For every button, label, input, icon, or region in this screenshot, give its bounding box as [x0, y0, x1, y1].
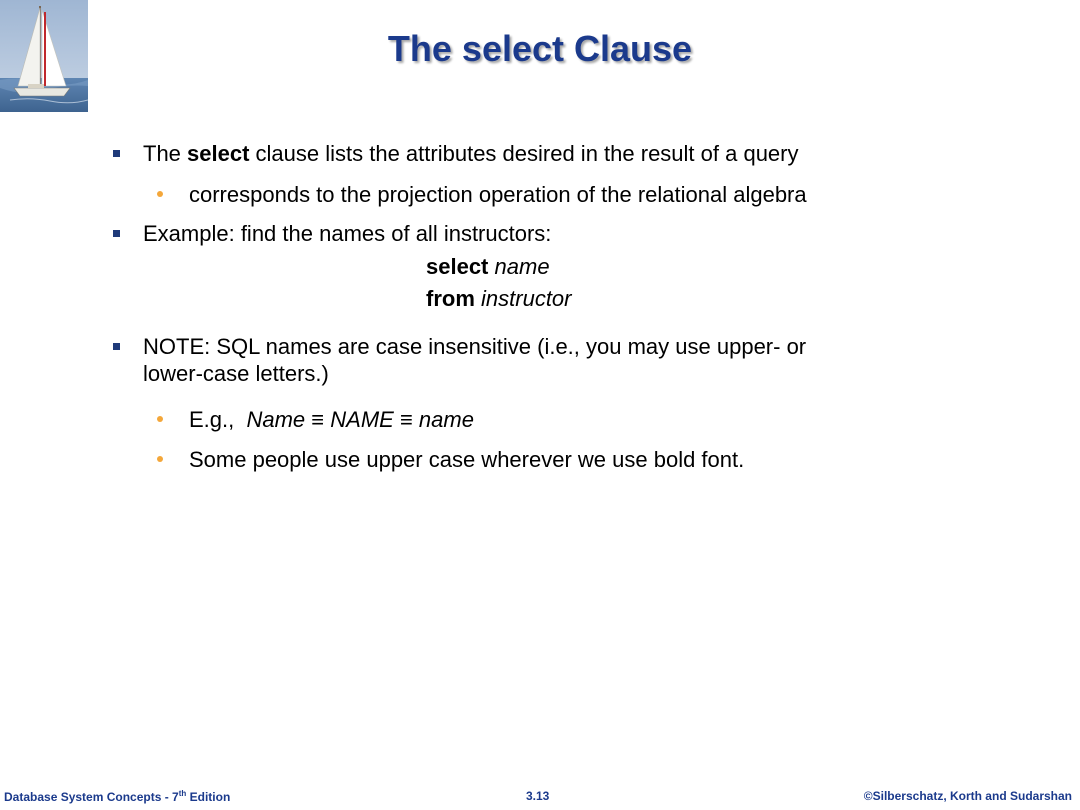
term-name-mixed: Name	[246, 407, 306, 432]
square-bullet-icon	[113, 343, 120, 350]
keyword-select: select	[187, 141, 250, 166]
term-name-upper: NAME	[330, 407, 394, 432]
bullet-text-post: clause lists the attributes desired in the result of a query	[249, 141, 799, 166]
dot-bullet-icon	[157, 416, 163, 422]
footer-edition-text: Edition	[186, 790, 231, 804]
bullet-note-line1: NOTE: SQL names are case insensitive (i.e., you may use upper- or	[143, 334, 807, 359]
eg-prefix: E.g.,	[189, 407, 235, 432]
bullet-note-line2: lower-case letters.)	[143, 361, 329, 386]
keyword-select: select	[426, 254, 489, 279]
slide-title: The select Clause	[387, 28, 693, 69]
code-line-select	[426, 254, 550, 280]
term-name-lower: name	[418, 407, 474, 432]
code-value-instructor: instructor	[481, 286, 572, 311]
footer-superscript: th	[178, 789, 187, 798]
sub-bullet-upper-case: Some people use upper case wherever we use bold font.	[189, 447, 745, 472]
equiv-symbol: ≡	[399, 407, 413, 432]
footer-book-title	[4, 789, 230, 804]
footer-book-title-text: Database System Concepts - 7	[4, 790, 179, 804]
keyword-from: from	[426, 286, 475, 311]
footer-page-number: 3.13	[526, 789, 550, 803]
bullet-text-pre: The	[143, 141, 188, 166]
sub-bullet-example-equiv	[189, 407, 474, 433]
dot-bullet-icon	[157, 191, 163, 197]
bullet-select-clause	[143, 141, 799, 167]
bullet-example: Example: find the names of all instructors:	[143, 221, 552, 246]
equiv-symbol: ≡	[311, 407, 325, 432]
dot-bullet-icon	[157, 456, 163, 462]
footer-copyright: ©Silberschatz, Korth and Sudarshan	[863, 789, 1072, 803]
square-bullet-icon	[113, 150, 120, 157]
code-value-name: name	[494, 254, 550, 279]
code-line-from	[426, 286, 572, 312]
sub-bullet-projection: corresponds to the projection operation of the relational algebra	[189, 182, 807, 207]
square-bullet-icon	[113, 230, 120, 237]
